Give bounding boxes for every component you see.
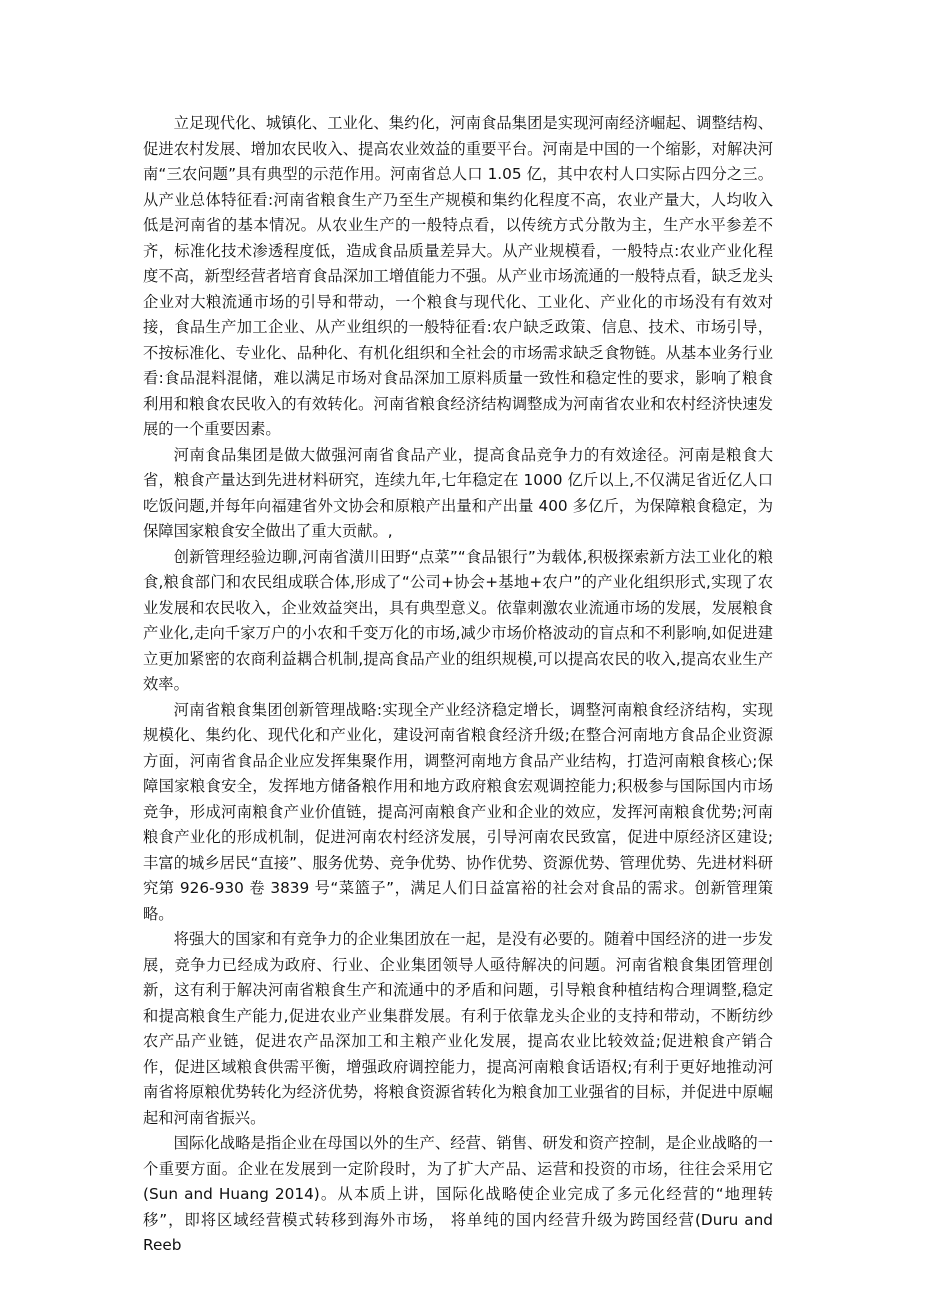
- paragraph-5: 将强大的国家和有竞争力的企业集团放在一起，是没有必要的。随着中国经济的进一步发展，竞争力已经成为政府、行业、企业集团领导人亟待解决的问题。河南省粮食集团管理创新，这有利于解决河南省粮食生产和流通中的矛盾和问题，引导粮食种植结构合理调整,稳定和提高粮食生产能力,促进农业产业集群发展。有利于依靠龙头企业的支持和带动，不断纺纱农产品产业链，促进农产品深加工和主粮产业化发展，提高农业比较效益;促进粮食产销合作，促进区域粮食供需平衡，增强政府调控能力，提高河南粮食话语权;有利于更好地推动河南省将原粮优势转化为经济优势，将粮食资源省转化为粮食加工业强省的目标，并促进中原崛起和河南省振兴。: [143, 930, 773, 1127]
- paragraph-1: 立足现代化、城镇化、工业化、集约化，河南食品集团是实现河南经济崛起、调整结构、促进农村发展、增加农民收入、提高农业效益的重要平台。河南是中国的一个缩影，对解决河南“三农问题”具有典型的示范作用。河南省总人口 1.05 亿，其中农村人口实际占四分之三。从产业总体特征看:河南省粮食生产乃至生产规模和集约化程度不高，农业产量大，人均收入低是河南省的基本情况。从农业生产的一般特点看，以传统方式分散为主，生产水平参差不齐，标准化技术渗透程度低，造成食品质量差异大。从产业规模看，一般特点:农业产业化程度不高，新型经营者培育食品深加工增值能力不强。从产业市场流通的一般特点看，缺乏龙头企业对大粮流通市场的引导和带动，一个粮食与现代化、工业化、产业化的市场没有有效对接，食品生产加工企业、从产业组织的一般特征看:农户缺乏政策、信息、技术、市场引导，不按标准化、专业化、品种化、有机化组织和全社会的市场需求缺乏食物链。从基本业务行业看:食品混料混储，难以满足市场对食品深加工原料质量一致性和稳定性的要求，影响了粮食利用和粮食农民收入的有效转化。河南省粮食经济结构调整成为河南省农业和农村经济快速发展的一个重要因素。: [143, 114, 773, 438]
- paragraph-6: 国际化战略是指企业在母国以外的生产、经营、销售、研发和资产控制，是企业战略的一个重要方面。企业在发展到一定阶段时，为了扩大产品、运营和投资的市场，往往会采用它(Sun and Huang 2014)。从本质上讲，国际化战略使企业完成了多元化经营的“地理转移”，即将区域经营模式转移到海外市场， 将单纯的国内经营升级为跨国经营(Duru and Reeb: [143, 1134, 773, 1254]
- paragraph-3: 创新管理经验边聊,河南省潢川田野“点菜”“食品银行”为载体,积极探索新方法工业化的粮食,粮食部门和农民组成联合体,形成了“公司+协会+基地+农户”的产业化组织形式,实现了农业发展和农民收入，企业效益突出，具有典型意义。依靠刺激农业流通市场的发展，发展粮食产业化,走向千家万户的小农和千变万化的市场,减少市场价格波动的盲点和不利影响,如促进建立更加紧密的农商利益耦合机制,提高食品产业的组织规模,可以提高农民的收入,提高农业生产效率。: [143, 547, 773, 693]
- paragraph-2: 河南食品集团是做大做强河南省食品产业，提高食品竞争力的有效途径。河南是粮食大省，粮食产量达到先进材料研究，连续九年,七年稳定在 1000 亿斤以上,不仅满足省近亿人口吃饭问题,并每年向福建省外文协会和原粮产出量和产出量 400 多亿斤，为保障粮食稳定，为保障国家粮食安全做出了重大贡献。,: [143, 445, 773, 540]
- document-body: [143, 111, 773, 1259]
- paragraph-4: 河南省粮食集团创新管理战略:实现全产业经济稳定增长，调整河南粮食经济结构，实现规模化、集约化、现代化和产业化，建设河南省粮食经济升级;在整合河南地方食品企业资源方面，河南省食品企业应发挥集聚作用，调整河南地方食品产业结构，打造河南粮食核心;保障国家粮食安全，发挥地方储备粮作用和地方政府粮食宏观调控能力;积极参与国际国内市场竞争，形成河南粮食产业价值链，提高河南粮食产业和企业的效应，发挥河南粮食优势;河南粮食产业化的形成机制，促进河南农村经济发展，引导河南农民致富，促进中原经济区建设;丰富的城乡居民“直接”、服务优势、竞争优势、协作优势、资源优势、管理优势、先进材料研究第 926-930 卷 3839 号“菜篮子”，满足人们日益富裕的社会对食品的需求。创新管理策略。: [143, 700, 773, 923]
